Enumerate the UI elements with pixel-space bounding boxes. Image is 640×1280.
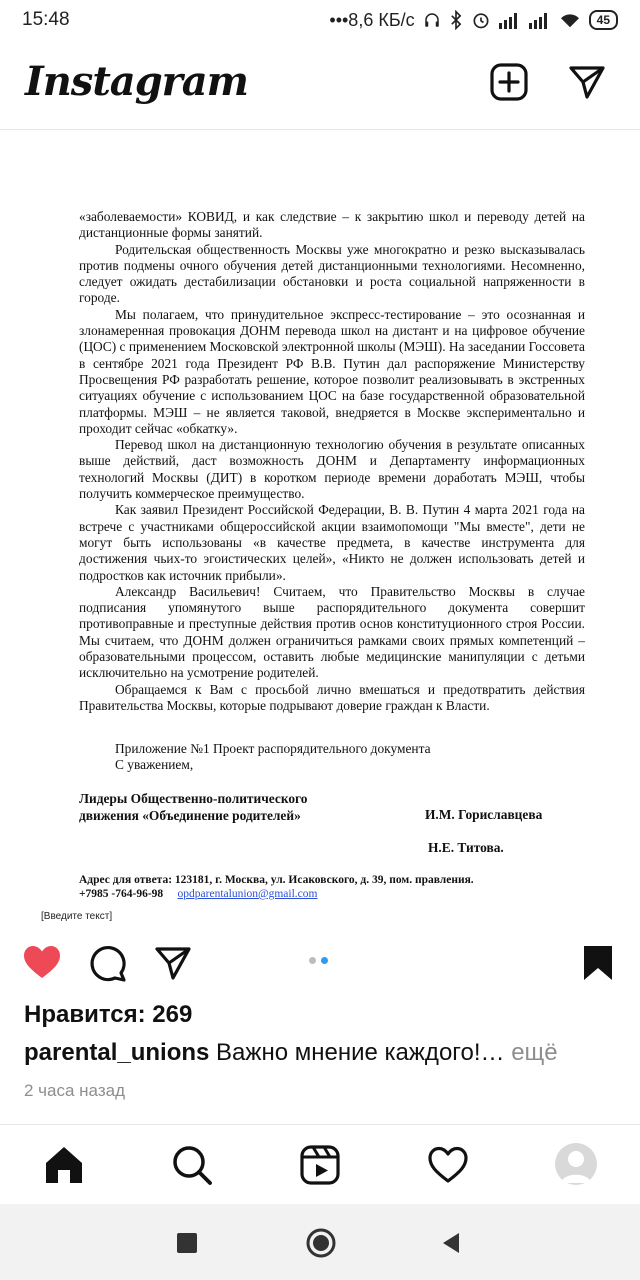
signer-2: Н.Е. Титова.	[428, 840, 504, 855]
signal-icon	[499, 11, 521, 29]
document-closing	[79, 741, 585, 774]
likes-count[interactable]: Нравится: 269	[24, 1001, 193, 1028]
reels-icon[interactable]	[298, 1143, 342, 1187]
post-time: 2 часа назад	[24, 1081, 125, 1100]
wifi-icon	[559, 11, 581, 29]
signatory-block	[79, 791, 308, 824]
status-time: 15:48	[22, 9, 70, 30]
direct-message-icon[interactable]	[567, 62, 607, 102]
document-paragraph: Александр Васильевич! Считаем, что Правительство Москвы в случае подписания упомянутого выше распорядительного документа совершит противоправные и преступные действия против основ конституционного строя России. Мы считаем, что ДОНМ должен ограничиться рамками своих прямых компетенций – образовательными процессом, оставить любые медицинские манипуляции с детьми исключительно на усмотрение родителей.	[79, 583, 585, 681]
network-speed: •••8,6 КБ/с	[329, 9, 415, 30]
document-paragraph: Обращаемся к Вам с просьбой лично вмешаться и предотвратить действия Правительства Москвы, которые подрывают доверие граждан к Власти.	[79, 681, 585, 713]
address-phone: +7985 -764-96-98	[79, 888, 164, 900]
carousel-dot	[321, 957, 328, 964]
status-indicators	[329, 10, 618, 31]
signal-icon-2	[529, 11, 551, 29]
signatory-line-2: движения «Объединение родителей»	[79, 807, 301, 823]
instagram-logo[interactable]: Instagram	[25, 58, 248, 105]
bluetooth-icon	[449, 10, 463, 30]
alarm-icon	[471, 10, 491, 30]
post-image[interactable]	[13, 131, 627, 924]
save-bookmark-icon[interactable]	[578, 943, 618, 983]
bottom-navigation	[0, 1124, 640, 1204]
document-placeholder: [Введите текст]	[41, 911, 113, 922]
profile-avatar[interactable]	[555, 1143, 597, 1185]
regards-line: С уважением,	[115, 757, 194, 773]
document-paragraph: Родительская общественность Москвы уже многократно и резко высказывалась против подмены очного обучения детей дистанционными технологиями. Несомненно, следует ожидать дестабилизации обстановки и роста социальной напряженности в городе.	[79, 241, 585, 306]
status-bar	[0, 0, 640, 40]
document-paragraph: Перевод школ на дистанционную технологию обучения в результате описанных выше действий, даст возможность ДОНМ и Департаменту информационных технологий Москвы (ДИТ) в коротком периоде времени доработать МЭШ, чтобы получить коммерческое преимущество.	[79, 437, 585, 502]
like-heart-icon[interactable]	[22, 943, 62, 983]
document-paragraph: Мы полагаем, что принудительное экспресс-тестирование – это осознанная и злонамеренная провокация ДОНМ перевода школ на дистант и на цифровое обучение (ЦОС) с применением Московской электронной школы (МЭШ). На заседании Госсовета в сентябре 2021 года Президент РФ В.В. Путин дал распоряжение Министерству Просвещения РФ разработать решение, которое позволит реализовывать в экстренных ситуациях обучение с использованием ЦОС на базе государственной образовательной платформы. МЭШ – не является таковой, внедряется в Москве экспериментально и проходит сейчас «обкатку».	[79, 306, 585, 436]
caption-text: Важно мнение каждого!…	[216, 1039, 505, 1066]
caption-username[interactable]: parental_unions	[24, 1039, 210, 1066]
back-triangle-icon[interactable]	[441, 1232, 461, 1254]
caption-more-link[interactable]: ещё	[511, 1039, 558, 1066]
attachment-line: Приложение №1 Проект распорядительного документа	[115, 741, 431, 756]
share-icon[interactable]	[153, 943, 193, 983]
app-header	[0, 40, 640, 130]
document-paragraph: «заболеваемости» КОВИД, и как следствие – к закрытию школ и переводу детей на дистанционные формы занятий.	[79, 209, 585, 241]
signer-1: И.М. Гориславцева	[425, 807, 543, 822]
post-actions	[0, 935, 640, 991]
address-email: opdparentalunion@gmail.com	[177, 888, 318, 900]
document-body	[79, 209, 585, 714]
default-avatar-icon	[555, 1143, 597, 1185]
search-icon[interactable]	[170, 1143, 214, 1187]
system-navigation-bar	[0, 1204, 640, 1280]
activity-heart-icon[interactable]	[426, 1143, 470, 1187]
address-block	[79, 873, 474, 901]
post-caption	[24, 1039, 558, 1067]
signatory-line-1: Лидеры Общественно-политического	[79, 791, 308, 806]
comment-icon[interactable]	[88, 943, 128, 983]
home-icon[interactable]	[42, 1143, 86, 1187]
home-circle-icon[interactable]	[305, 1227, 337, 1259]
address-contacts	[79, 887, 474, 901]
carousel-indicator	[309, 957, 328, 964]
recents-square-icon[interactable]	[177, 1233, 197, 1253]
document-paragraph: Как заявил Президент Российской Федерации, В. В. Путин 4 марта 2021 года на встрече с участниками общероссийской акции взаимопомощи "Мы вместе", дети не могут быть использованы «в качестве предмета, в качестве инструмента для достижения чьих-то эгоистических целей», «Никто не должен использовать детей и подростков как источник прибыли».	[79, 502, 585, 583]
battery-indicator: 45	[589, 10, 618, 30]
address-line: Адрес для ответа: 123181, г. Москва, ул. Исаковского, д. 39, пом. правления.	[79, 874, 474, 886]
new-post-icon[interactable]	[489, 62, 529, 102]
headphones-icon	[423, 11, 441, 29]
carousel-dot	[309, 957, 316, 964]
